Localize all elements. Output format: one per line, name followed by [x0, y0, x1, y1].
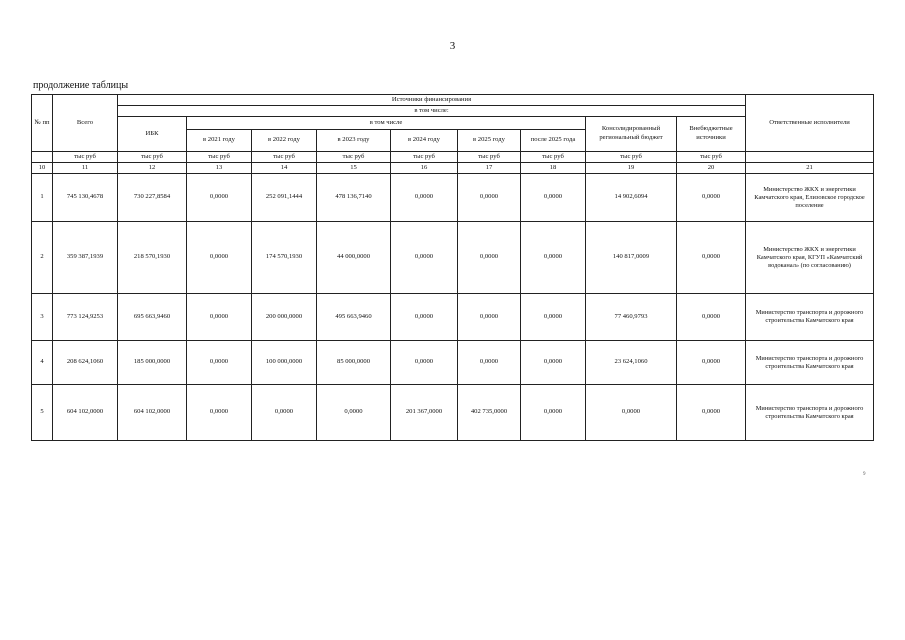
unit-cell: тыс руб [317, 152, 391, 163]
cell-2024: 201 367,0000 [391, 385, 458, 441]
cell-2021: 0,0000 [187, 341, 252, 385]
header-year-2025: в 2025 году [458, 130, 521, 152]
unit-cell: тыс руб [391, 152, 458, 163]
header-year-2022: в 2022 году [252, 130, 317, 152]
cell-responsible: Министерство ЖКХ и энергетики Камчатского края, КГУП «Камчатский водоканал» (по согласованию) [746, 222, 874, 294]
column-number: 14 [252, 163, 317, 174]
cell-2021: 0,0000 [187, 174, 252, 222]
unit-cell: тыс руб [187, 152, 252, 163]
cell-2021: 0,0000 [187, 222, 252, 294]
unit-cell: тыс руб [677, 152, 746, 163]
cell-extrabudget: 0,0000 [677, 174, 746, 222]
cell-extrabudget: 0,0000 [677, 341, 746, 385]
cell-regional: 77 460,9793 [586, 294, 677, 341]
column-number: 11 [53, 163, 118, 174]
cell-2022: 100 000,0000 [252, 341, 317, 385]
cell-after-2025: 0,0000 [521, 294, 586, 341]
cell-ibk: 604 102,0000 [118, 385, 187, 441]
cell-after-2025: 0,0000 [521, 341, 586, 385]
column-number: 13 [187, 163, 252, 174]
header-total: Всего [53, 95, 118, 152]
cell-ibk: 730 227,8584 [118, 174, 187, 222]
cell-total: 745 130,4678 [53, 174, 118, 222]
cell-2022: 174 570,1930 [252, 222, 317, 294]
cell-extrabudget: 0,0000 [677, 385, 746, 441]
cell-regional: 140 817,0009 [586, 222, 677, 294]
column-number: 17 [458, 163, 521, 174]
cell-2022: 0,0000 [252, 385, 317, 441]
cell-regional: 14 902,6094 [586, 174, 677, 222]
cell-extrabudget: 0,0000 [677, 222, 746, 294]
column-number: 21 [746, 163, 874, 174]
header-responsible: Ответственные исполнители [746, 95, 874, 152]
header-extrabudget: Внебюджетные источники [677, 117, 746, 152]
cell-2024: 0,0000 [391, 222, 458, 294]
cell-total: 773 124,9253 [53, 294, 118, 341]
cell-2025: 0,0000 [458, 174, 521, 222]
cell-total: 604 102,0000 [53, 385, 118, 441]
cell-regional: 23 624,1060 [586, 341, 677, 385]
cell-responsible: Министерство транспорта и дорожного строительства Камчатского края [746, 341, 874, 385]
cell-2025: 0,0000 [458, 222, 521, 294]
column-number: 19 [586, 163, 677, 174]
table-row [32, 222, 874, 294]
cell-ibk: 218 570,1930 [118, 222, 187, 294]
cell-2022: 252 091,1444 [252, 174, 317, 222]
header-funding-sources: Источники финансирования [118, 95, 746, 106]
row-number: 4 [32, 341, 53, 385]
cell-2021: 0,0000 [187, 294, 252, 341]
row-number: 2 [32, 222, 53, 294]
cell-ibk: 185 000,0000 [118, 341, 187, 385]
cell-extrabudget: 0,0000 [677, 294, 746, 341]
cell-ibk: 695 663,9460 [118, 294, 187, 341]
cell-total: 359 387,1939 [53, 222, 118, 294]
header-regional: Консолидированный региональный бюджет [586, 117, 677, 152]
cell-2025: 0,0000 [458, 294, 521, 341]
header-year-2024: в 2024 году [391, 130, 458, 152]
column-number: 10 [32, 163, 53, 174]
cell-2023: 478 136,7140 [317, 174, 391, 222]
table-row [32, 341, 874, 385]
cell-regional: 0,0000 [586, 385, 677, 441]
cell-after-2025: 0,0000 [521, 385, 586, 441]
cell-responsible: Министерство ЖКХ и энергетики Камчатского края, Елизовское городское поселение [746, 174, 874, 222]
table-row [32, 294, 874, 341]
cell-responsible: Министерство транспорта и дорожного строительства Камчатского края [746, 294, 874, 341]
unit-cell [746, 152, 874, 163]
unit-cell: тыс руб [53, 152, 118, 163]
cell-2023: 44 000,0000 [317, 222, 391, 294]
header-ibk: ИБК [118, 117, 187, 152]
cell-2023: 0,0000 [317, 385, 391, 441]
column-number: 15 [317, 163, 391, 174]
unit-cell [32, 152, 53, 163]
unit-cell: тыс руб [521, 152, 586, 163]
cell-2024: 0,0000 [391, 341, 458, 385]
cell-2023: 495 663,9460 [317, 294, 391, 341]
row-number: 1 [32, 174, 53, 222]
cell-2024: 0,0000 [391, 294, 458, 341]
table-caption: продолжение таблицы [33, 80, 129, 91]
cell-after-2025: 0,0000 [521, 222, 586, 294]
cell-after-2025: 0,0000 [521, 174, 586, 222]
cell-2024: 0,0000 [391, 174, 458, 222]
unit-cell: тыс руб [586, 152, 677, 163]
header-year-after-2025: после 2025 года [521, 130, 586, 152]
unit-cell: тыс руб [118, 152, 187, 163]
page-number: 3 [449, 40, 456, 52]
table-row [32, 174, 874, 222]
cell-total: 208 624,1060 [53, 341, 118, 385]
cell-2025: 0,0000 [458, 341, 521, 385]
corner-mark: 9 [863, 472, 866, 477]
cell-responsible: Министерство транспорта и дорожного строительства Камчатского края [746, 385, 874, 441]
column-number: 12 [118, 163, 187, 174]
column-number: 16 [391, 163, 458, 174]
unit-cell: тыс руб [252, 152, 317, 163]
unit-cell: тыс руб [458, 152, 521, 163]
column-number: 20 [677, 163, 746, 174]
header-year-2021: в 2021 году [187, 130, 252, 152]
table-row [32, 385, 874, 441]
row-number: 3 [32, 294, 53, 341]
header-year-2023: в 2023 году [317, 130, 391, 152]
cell-2021: 0,0000 [187, 385, 252, 441]
header-including: в том числе: [118, 106, 746, 117]
funding-table [31, 94, 874, 441]
cell-2025: 402 735,0000 [458, 385, 521, 441]
header-including-2: в том числе [187, 117, 586, 130]
row-number: 5 [32, 385, 53, 441]
cell-2022: 200 000,0000 [252, 294, 317, 341]
column-number: 18 [521, 163, 586, 174]
cell-2023: 85 000,0000 [317, 341, 391, 385]
header-num: № пп [32, 95, 53, 152]
